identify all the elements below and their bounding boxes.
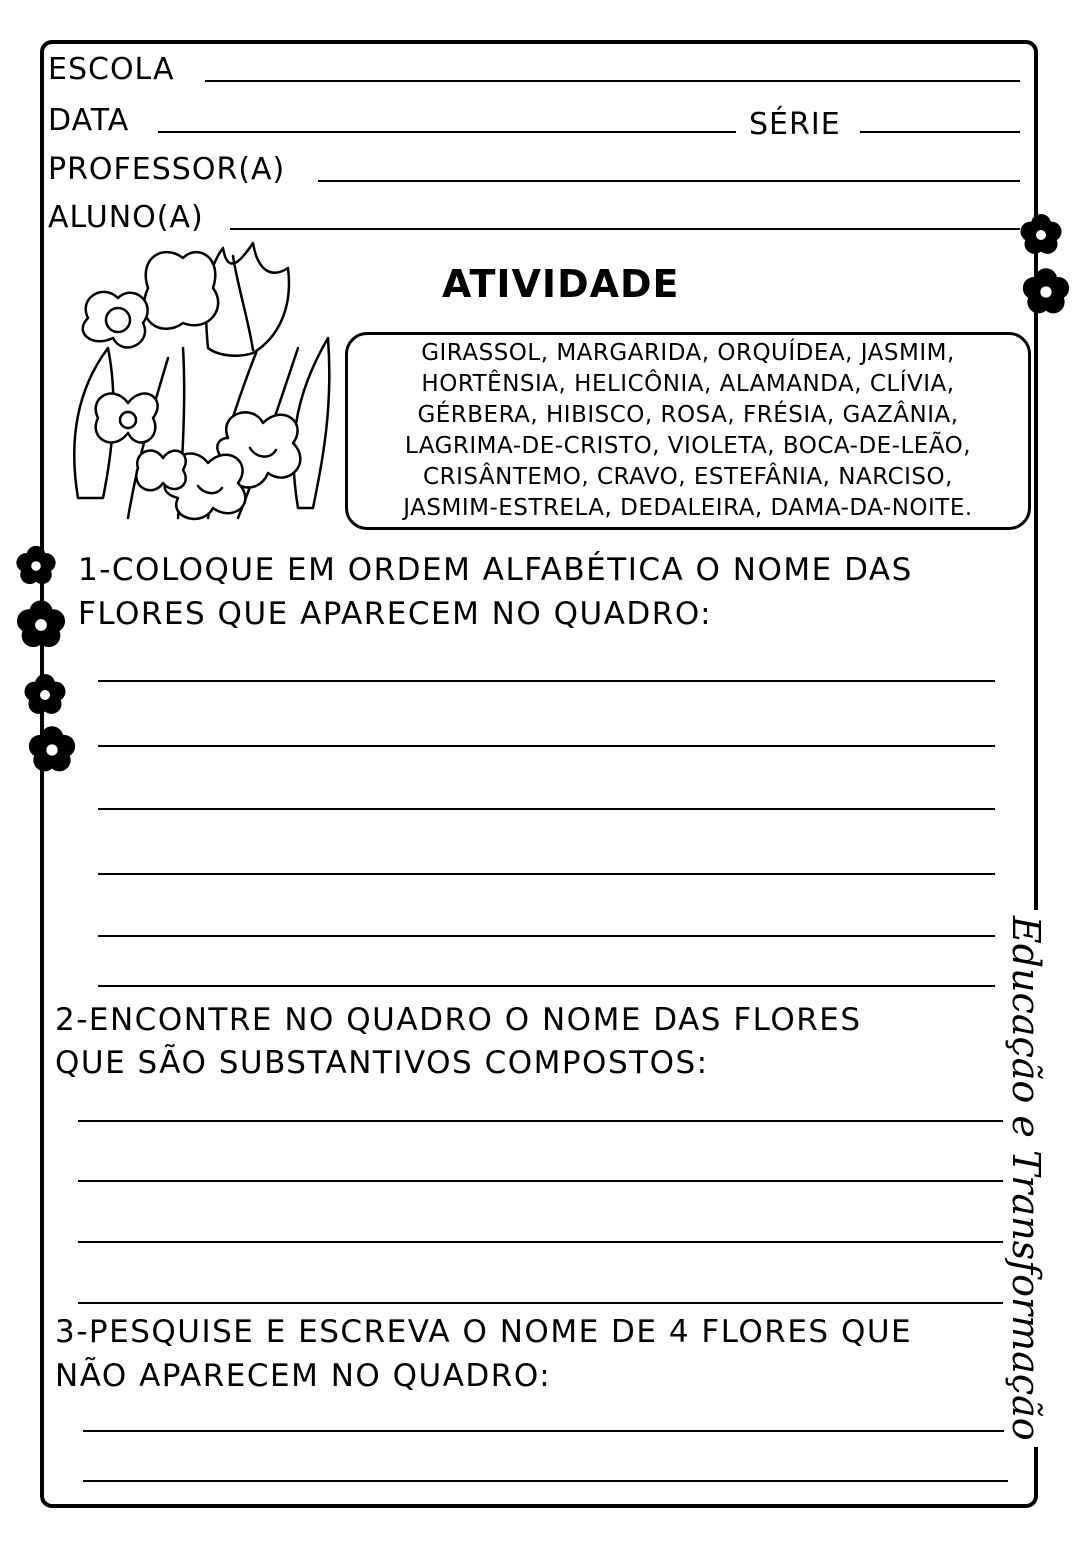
aluno-field[interactable] [230, 228, 1020, 230]
answer-line[interactable] [78, 1302, 1003, 1304]
page-title: ATIVIDADE [442, 262, 680, 306]
question-3-line-1: 3-PESQUISE E ESCREVA O NOME DE 4 FLORES QUE [55, 1314, 913, 1350]
flower-icon [26, 724, 78, 776]
word-box-line: GÉRBERA, HIBISCO, ROSA, FRÉSIA, GAZÂNIA, [417, 402, 959, 428]
answer-line[interactable] [83, 1430, 1008, 1432]
data-label: DATA [48, 103, 130, 138]
flower-bouquet-illustration [58, 238, 338, 530]
question-2-line-2: QUE SÃO SUBSTANTIVOS COMPOSTOS: [55, 1045, 709, 1081]
question-3-line-2: NÃO APARECEM NO QUADRO: [55, 1358, 552, 1394]
answer-line[interactable] [83, 1480, 1008, 1482]
flower-icon [14, 598, 68, 652]
answer-line[interactable] [98, 680, 995, 682]
word-box-line: GIRASSOL, MARGARIDA, ORQUÍDEA, JASMIM, [421, 340, 955, 366]
professor-field[interactable] [318, 180, 1020, 182]
answer-line[interactable] [98, 808, 995, 810]
word-box-line: LAGRIMA-DE-CRISTO, VIOLETA, BOCA-DE-LEÃO, [404, 433, 972, 459]
question-1-line-1: 1-COLOQUE EM ORDEM ALFABÉTICA O NOME DAS [78, 552, 913, 588]
escola-label: ESCOLA [48, 52, 175, 87]
flower-icon [22, 672, 68, 718]
question-1-line-2: FLORES QUE APARECEM NO QUADRO: [78, 596, 713, 632]
professor-label: PROFESSOR(A) [48, 152, 286, 187]
aluno-label: ALUNO(A) [48, 200, 204, 235]
answer-line[interactable] [98, 745, 995, 747]
serie-field[interactable] [860, 131, 1020, 133]
answer-line[interactable] [98, 935, 995, 937]
data-field[interactable] [158, 131, 736, 133]
flower-icon [1020, 266, 1072, 318]
flower-icon [14, 544, 58, 588]
side-brand-text: Educação e Transformação [1004, 910, 1048, 1447]
word-box-line: CRISÂNTEMO, CRAVO, ESTEFÂNIA, NARCISO, [423, 464, 953, 490]
flower-word-box [345, 332, 1031, 530]
word-box-line: JASMIM-ESTRELA, DEDALEIRA, DAMA-DA-NOITE. [403, 495, 973, 521]
question-2-line-1: 2-ENCONTRE NO QUADRO O NOME DAS FLORES [55, 1002, 862, 1038]
word-box-line: HORTÊNSIA, HELICÔNIA, ALAMANDA, CLÍVIA, [421, 371, 955, 397]
answer-line[interactable] [98, 873, 995, 875]
flower-icon [1018, 212, 1064, 258]
answer-line[interactable] [78, 1180, 1003, 1182]
answer-line[interactable] [78, 1241, 1003, 1243]
escola-field[interactable] [205, 80, 1020, 82]
answer-line[interactable] [98, 985, 995, 987]
serie-label: SÉRIE [749, 107, 841, 142]
answer-line[interactable] [78, 1120, 1003, 1122]
